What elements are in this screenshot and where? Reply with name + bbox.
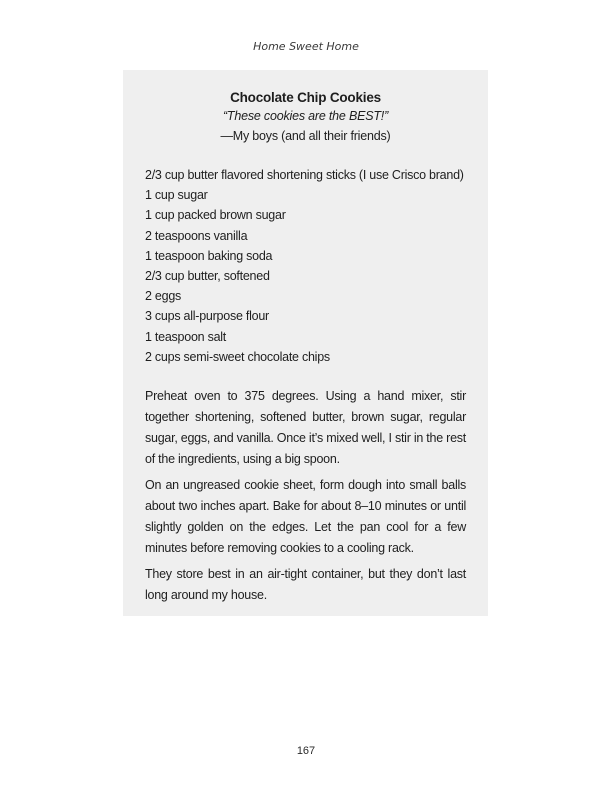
instruction-paragraph: They store best in an air-tight container, but they don’t last long around my house. — [145, 567, 466, 603]
recipe-attribution: —My boys (and all their friends) — [220, 129, 391, 143]
recipe-title: Chocolate Chip Cookies — [230, 90, 381, 105]
instructions — [145, 386, 466, 606]
page-number: 167 — [296, 745, 316, 757]
running-header: Home Sweet Home — [253, 40, 359, 53]
ingredient-item: 1 cup sugar — [145, 188, 208, 203]
ingredient-item: 1 cup packed brown sugar — [145, 208, 286, 223]
ingredient-item: 1 teaspoon salt — [145, 329, 227, 344]
ingredient-item: 3 cups all-purpose flour — [145, 309, 269, 324]
ingredient-item: 1 teaspoon baking soda — [145, 248, 273, 263]
recipe-box — [123, 70, 488, 616]
ingredient-item: 2 cups semi-sweet chocolate chips — [145, 349, 330, 364]
ingredient-item: 2/3 cup butter flavored shortening sticks (I use Crisco brand) — [145, 168, 464, 182]
instruction-paragraph: On an ungreased cookie sheet, form dough into small balls about two inches apart. Bake for about 8–10 minutes or until slightly golden on the edges. Let the pan cool for a few minutes before removing cookies to a cooling rack. — [145, 478, 466, 556]
instruction-paragraph: Preheat oven to 375 degrees. Using a hand mixer, stir together shortening, softened butter, brown sugar, regular sugar, eggs, and vanilla. Once it’s mixed well, I stir in the rest of the ingredients, using a big spoon. — [145, 389, 466, 467]
recipe-quote: “These cookies are the BEST!” — [222, 109, 389, 123]
ingredient-item: 2 eggs — [145, 289, 182, 304]
ingredient-list — [145, 165, 466, 367]
ingredient-item: 2/3 cup butter, softened — [145, 269, 270, 284]
ingredient-item: 2 teaspoons vanilla — [145, 228, 248, 243]
